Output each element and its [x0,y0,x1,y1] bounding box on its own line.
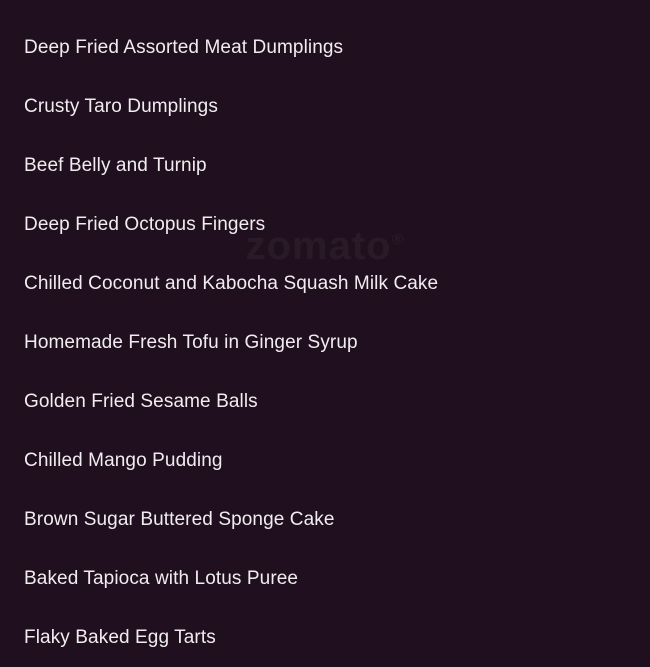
menu-item-name: Homemade Fresh Tofu in Ginger Syrup [24,331,358,353]
list-item[interactable] [0,431,650,490]
menu-item-name: Crusty Taro Dumplings [24,95,218,117]
menu-item-name: Baked Tapioca with Lotus Puree [24,567,299,589]
list-item[interactable] [0,490,650,549]
menu-item-name: Deep Fried Assorted Meat Dumplings [24,36,344,58]
list-item[interactable] [0,608,650,667]
menu-item-name: Flaky Baked Egg Tarts [24,626,216,648]
menu-item-name: Chilled Mango Pudding [24,449,223,471]
menu-item-name: Beef Belly and Turnip [24,154,207,176]
list-item[interactable] [0,549,650,608]
list-item[interactable] [0,77,650,136]
list-item[interactable] [0,18,650,77]
list-item[interactable] [0,254,650,313]
list-item[interactable] [0,372,650,431]
menu-item-name: Golden Fried Sesame Balls [24,390,258,412]
list-item[interactable] [0,195,650,254]
menu-item-name: Chilled Coconut and Kabocha Squash Milk Cake [24,272,439,294]
list-item[interactable] [0,136,650,195]
menu-item-name: Brown Sugar Buttered Sponge Cake [24,508,335,530]
menu-item-name: Deep Fried Octopus Fingers [24,213,266,235]
list-item[interactable] [0,313,650,372]
